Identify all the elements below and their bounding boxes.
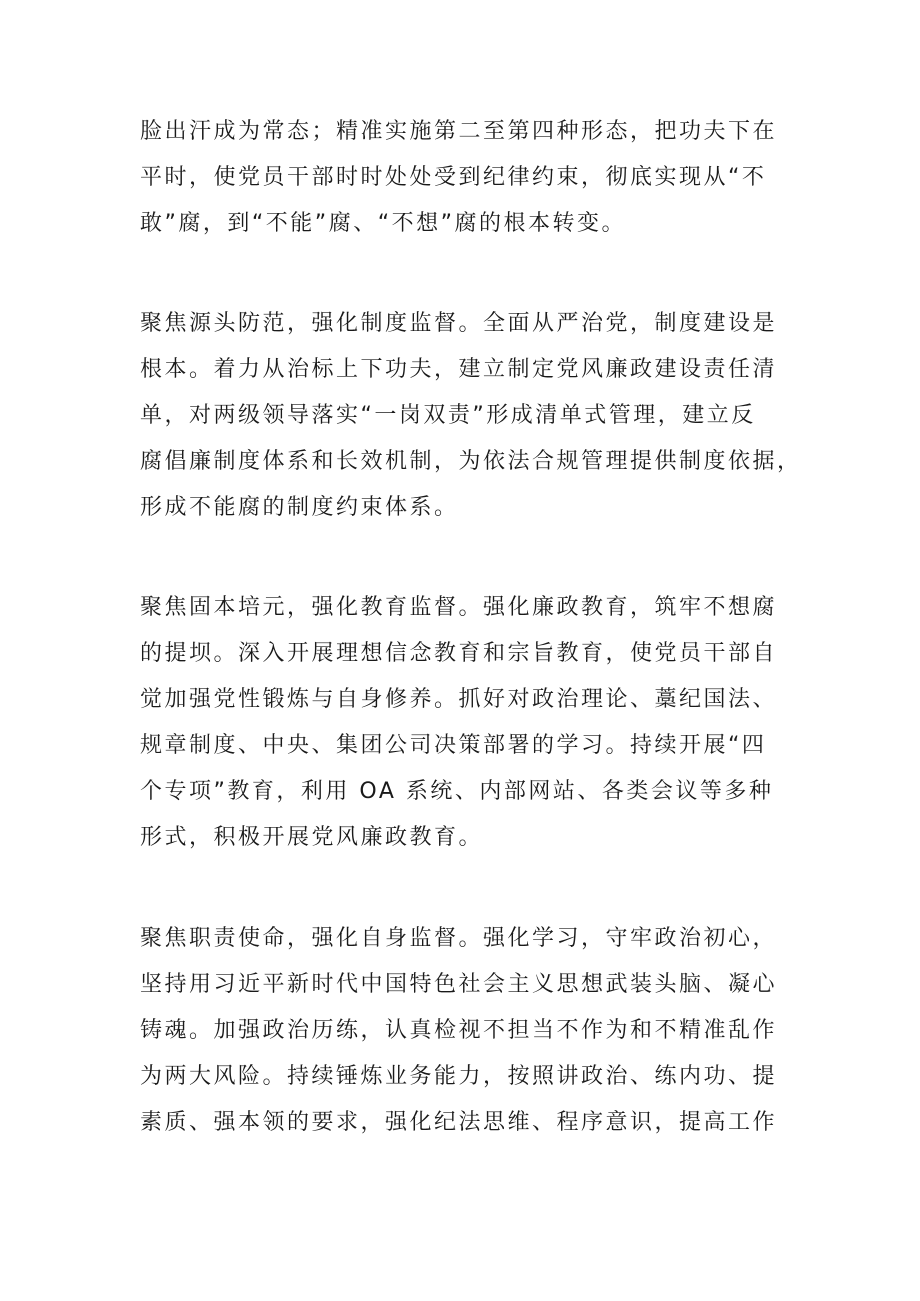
text-line: 形式，积极开展党风廉政教育。 xyxy=(140,825,484,850)
text-line: 根本。着力从治标上下功夫，建立制定党风廉政建设责任清 xyxy=(140,357,778,382)
paragraph-1 xyxy=(140,109,800,247)
text-line: 单，对两级领导落实“一岗双责”形成清单式管理，建立反 xyxy=(140,403,756,428)
text-line: 个专项”教育，利用 OA 系统、内部网站、各类会议等多种 xyxy=(140,779,774,804)
text-line: 聚焦职责使命，强化自身监督。强化学习，守牢政治初心， xyxy=(140,926,778,951)
paragraph-3 xyxy=(140,585,800,861)
paragraph-2 xyxy=(140,301,800,531)
text-line: 脸出汗成为常态；精准实施第二至第四种形态，把功夫下在 xyxy=(140,119,778,144)
text-line: 素质、强本领的要求，强化纪法思维、程序意识，提高工作 xyxy=(140,1110,778,1135)
text-line: 为两大风险。持续锤炼业务能力，按照讲政治、练内功、提 xyxy=(140,1064,778,1089)
text-line: 规章制度、中央、集团公司决策部署的学习。持续开展“四 xyxy=(140,733,767,758)
paragraph-4 xyxy=(140,916,800,1146)
text-line: 聚焦固本培元，强化教育监督。强化廉政教育，筑牢不想腐 xyxy=(140,595,778,620)
text-line: 铸魂。加强政治历练，认真检视不担当不作为和不精准乱作 xyxy=(140,1018,778,1043)
text-line: 敢”腐，到“不能”腐、“不想”腐的根本转变。 xyxy=(140,211,626,236)
text-line: 觉加强党性锻炼与自身修养。抓好对政治理论、藁纪国法、 xyxy=(140,687,778,712)
text-line: 平时，使党员干部时时处处受到纪律约束，彻底实现从“不 xyxy=(140,165,767,190)
text-line: 腐倡廉制度体系和长效机制，为依法合规管理提供制度依据， xyxy=(140,449,802,474)
text-line: 形成不能腐的制度约束体系。 xyxy=(140,495,459,520)
text-line: 坚持用习近平新时代中国特色社会主义思想武装头脑、凝心 xyxy=(140,972,778,997)
text-line: 聚焦源头防范，强化制度监督。全面从严治党，制度建设是 xyxy=(140,311,778,336)
text-line: 的提坝。深入开展理想信念教育和宗旨教育，使党员干部自 xyxy=(140,641,778,666)
